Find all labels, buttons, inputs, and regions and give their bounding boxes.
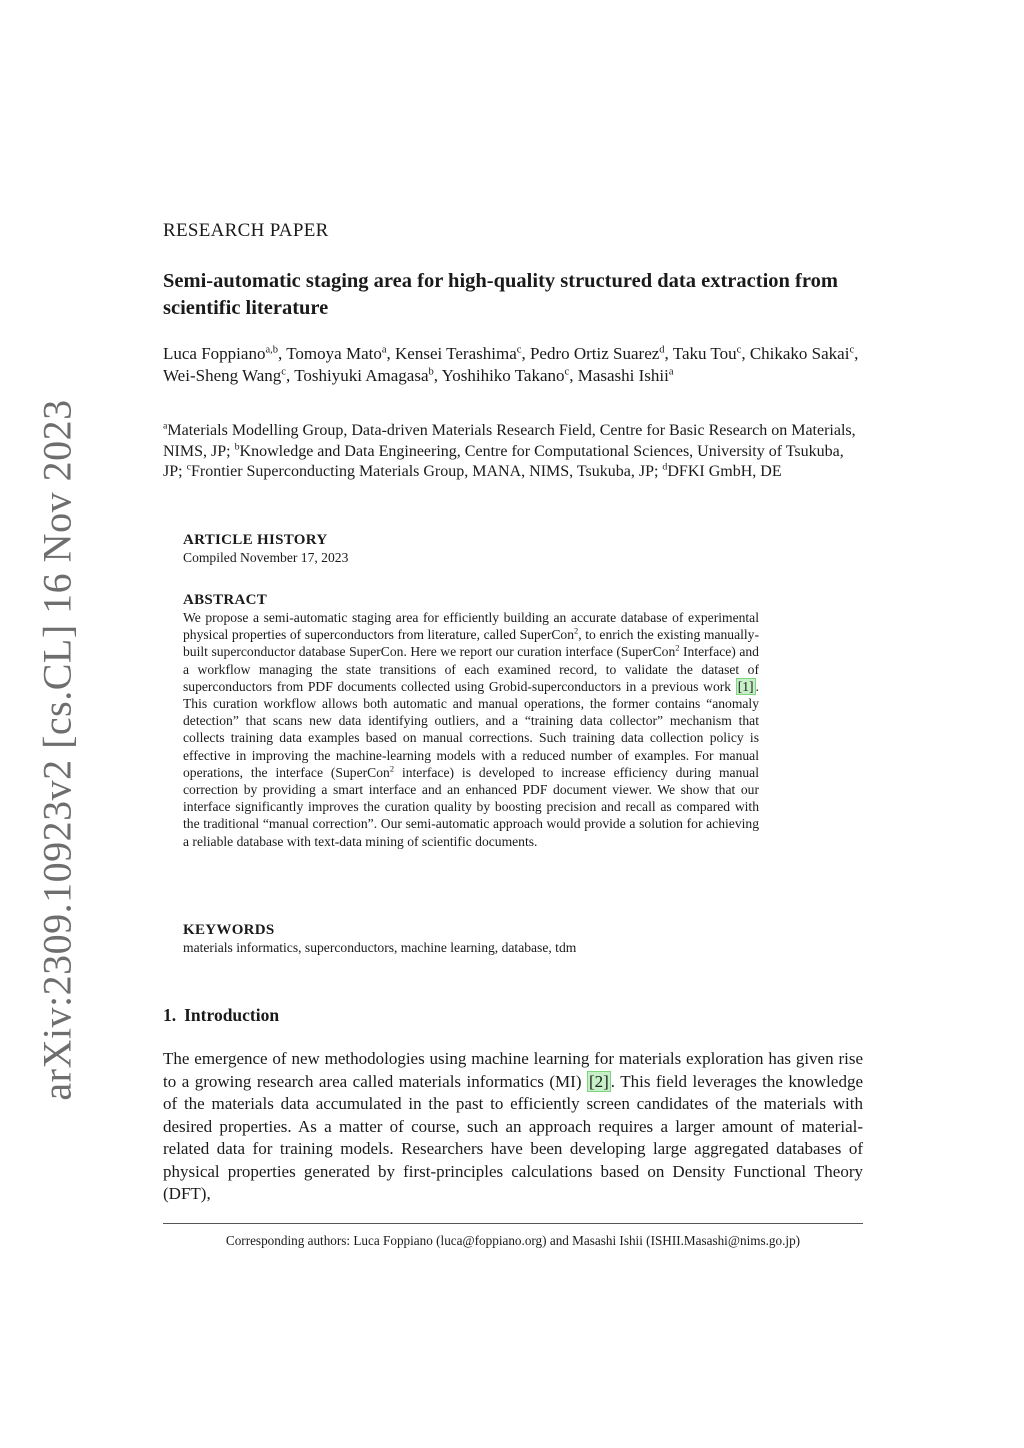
keywords-block [183,922,759,956]
author-name: Luca Foppiano [163,344,266,363]
author-affil-marker: c [849,344,855,356]
keywords-text: materials informatics, superconductors, machine learning, database, tdm [183,940,577,955]
citation-link[interactable]: [1] [737,678,754,694]
author-affil-marker: a,b [265,344,279,356]
paper-title: Semi-automatic staging area for high-quality structured data extraction from scientific literature [163,270,838,319]
author-affil-marker: c [564,366,570,378]
author-name: Yoshihiko Takano [441,366,565,385]
author-affil-marker: a [668,366,674,378]
author-name: Wei-Sheng Wang [163,366,282,385]
affil-marker: d [662,461,668,473]
author-affil-marker: c [736,344,742,356]
citation-link[interactable]: [2] [588,1071,609,1091]
author-affil-marker: c [516,344,522,356]
article-history-block [183,532,759,566]
author-affil-marker: b [428,366,434,378]
footnote-divider [163,1223,863,1224]
author-affil-marker: c [281,366,286,378]
arxiv-identifier-stamp: arXiv:2309.10923v2 [cs.CL] 16 Nov 2023 [34,399,80,1101]
author-name: Toshiyuki Amagasa [294,366,429,385]
author-affil-marker: d [659,344,665,356]
affiliation-text: DFKI GmbH, DE [667,463,782,480]
section-title: Introduction [184,1005,280,1025]
article-history-heading: ARTICLE HISTORY [183,532,328,548]
abstract-heading: ABSTRACT [183,592,268,608]
author-name: Pedro Ortiz Suarez [529,344,660,363]
abstract-text: We propose a semi-automatic staging area for efficiently building an accurate database of experimental physical properties of superconductors from literature, called SuperCon$^2$, to enrich the existing manually-built superconductor database SuperCon. Here we report our curation interface (SuperCon$^2$ Interface) and a workflow managing the state transitions of each examined record, to validate the dataset of superconductors from PDF documents collected using Grobid-superconductors in a previous work [1] . This curation workflow allows both automatic and manual operations, the former contains “anomaly detection” that scans new data identifying outliers, and a “training data collector” mechanism that collects training data examples based on manual corrections. Such training data collection policy is effective in improving the machine-learning models with a reduced number of examples. For manual operations, the interface (SuperCon$^2$ interface) is developed to increase efficiency during manual correction by providing a smart interface and an enhanced PDF document viewer. We show that our interface significantly improves the curation quality by boosting precision and recall as compared with the traditional “manual correction”. Our semi-automatic approach would provide a solution for achieving a reliable database with text-data mining of scientific documents. [183,610,759,849]
compiled-date: Compiled November 17, 2023 [183,550,349,565]
keywords-heading: KEYWORDS [183,922,275,938]
section-number: 1. [163,1005,177,1025]
section-heading [163,1005,279,1026]
abstract-block [183,592,759,850]
author-name: Tomoya Mato [286,344,382,363]
affil-marker: b [234,441,240,453]
author-affil-marker: a [381,344,387,356]
corresponding-authors-footnote: Corresponding authors: Luca Foppiano (luca@foppiano.org) and Masashi Ishii (ISHII.Masashi@nims.go.jp) [225,1233,801,1248]
affiliations [163,421,863,483]
paper-type-label: RESEARCH PAPER [163,220,329,241]
author-name: Masashi Ishii [577,366,669,385]
affiliation-text: Knowledge and Data Engineering, Centre for Computational Sciences, University of Tsukuba, JP; [163,442,844,480]
affiliation-text: Materials Modelling Group, Data-driven Materials Research Field, Centre for Basic Research on Materials, NIMS, JP; [163,422,856,460]
author-name: Kensei Terashima [395,344,517,363]
author-name: Taku Tou [672,344,737,363]
author-list: Luca Foppiano$^{a,b}$, Tomoya Mato$^a$, Kensei Terashima$^c$, Pedro Ortiz Suarez$^d$, Taku Tou$^c$, Chikako Sakai$^c$, Wei-Sheng Wang$^c$, Toshiyuki Amagasa$^b$, Yoshihiko Takano$^c$, Masashi Ishii$^a$ [163,344,859,385]
affiliation-text: Frontier Superconducting Materials Group, MANA, NIMS, Tsukuba, JP; [190,463,659,480]
affil-marker: a [163,420,168,432]
intro-paragraph: The emergence of new methodologies using machine learning for materials exploration has given rise to a growing research area called materials informatics (MI) [2] . This field leverages the knowledge of the materials data accumulated in the past to efficiently screen candidates of the materials with desired properties. As a matter of course, such an approach requires a larger amount of material-related data for training models. Researchers have been developing large aggregated databases of physical properties generated by first-principles calculations based on Density Functional Theory (DFT), [163,1049,863,1203]
author-name: Chikako Sakai [749,344,850,363]
affil-marker: c [186,461,191,473]
